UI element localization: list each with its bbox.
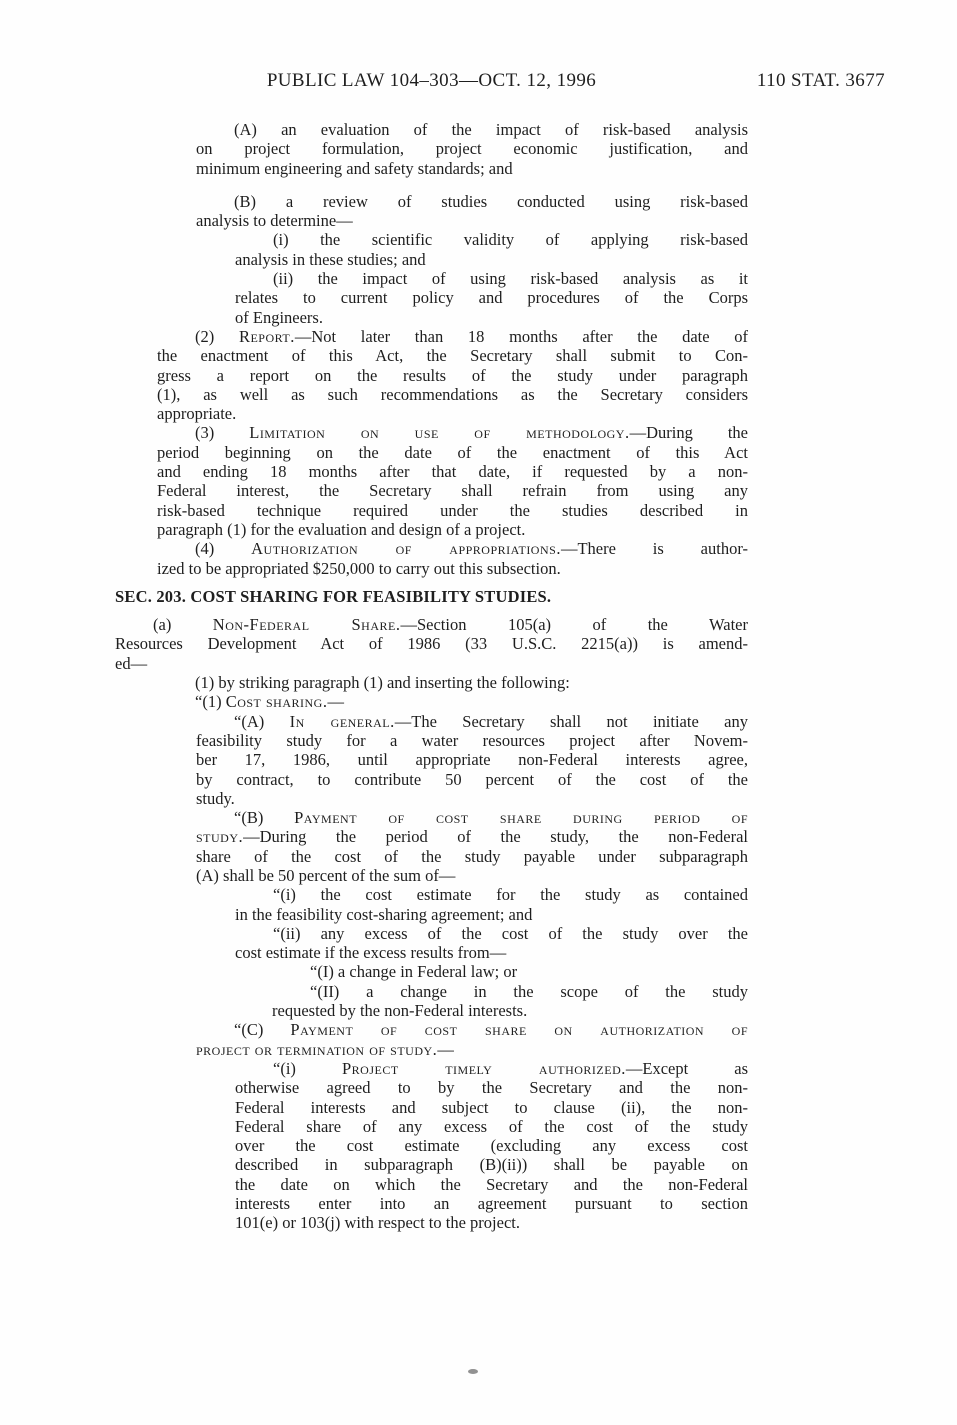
paragraph-4-authorization — [157, 539, 748, 578]
text-line: feasibility study for a water resources project after Novem- — [196, 730, 748, 750]
scan-artifact-dot — [468, 1369, 478, 1374]
text-line: and ending 18 months after that date, if requested by a non- — [157, 462, 748, 482]
text-line: “(I) a change in Federal law; or — [310, 962, 518, 982]
text-line: (B) a review of studies conducted using risk-based — [234, 191, 748, 211]
text-line: SEC. 203. COST SHARING FOR FEASIBILITY STUDIES. — [115, 586, 552, 606]
text-line: “(II) a change in the scope of the study — [310, 981, 748, 1001]
quoted-I-federal-law-change — [272, 962, 748, 981]
text-line: “(i) the cost estimate for the study as contained — [273, 885, 748, 905]
paragraph-A-evaluation — [196, 120, 748, 178]
text-line: cost estimate if the excess results from— — [235, 943, 507, 963]
text-line: requested by the non-Federal interests. — [272, 1001, 528, 1021]
text-line: in the feasibility cost-sharing agreement; and — [235, 904, 533, 924]
text-line: Federal interest, the Secretary shall refrain from using any — [157, 481, 748, 501]
text-line: (2) Report.—Not later than 18 months after the date of — [195, 326, 748, 346]
text-line: risk-based technique required under the studies described in — [157, 500, 748, 520]
item-1-striking-paragraph — [157, 673, 748, 692]
text-line: (3) Limitation on use of methodology.—During the — [195, 423, 748, 443]
text-line: over the cost estimate (excluding any excess cost — [235, 1136, 748, 1156]
quoted-B-payment-during-study — [196, 808, 748, 885]
text-line: appropriate. — [157, 404, 237, 424]
statute-body — [0, 120, 957, 1233]
text-line: “(C) Payment of cost share on authorization of — [234, 1020, 748, 1040]
text-line: “(ii) any excess of the cost of the study over the — [273, 923, 748, 943]
text-line: analysis in these studies; and — [235, 249, 426, 269]
statutes-page-number: 110 STAT. 3677 — [756, 70, 885, 91]
text-line: ber 17, 1986, until appropriate non-Federal interests agree, — [196, 750, 748, 770]
text-line: “(i) Project timely authorized.—Except as — [273, 1058, 748, 1078]
text-line: analysis to determine— — [196, 211, 353, 231]
running-header — [0, 0, 957, 94]
subsection-a-non-federal-share — [115, 615, 748, 673]
text-line: (a) Non-Federal Share.—Section 105(a) of the Water — [153, 615, 748, 635]
text-line: by contract, to contribute 50 percent of the cost of the — [196, 769, 748, 789]
text-line: (i) the scientific validity of applying risk-based — [273, 230, 748, 250]
text-line: the enactment of this Act, the Secretary shall submit to Con- — [157, 346, 748, 366]
text-line: Federal interests and subject to clause (ii), the non- — [235, 1097, 748, 1117]
text-line: share of the cost of the study payable under subparagraph — [196, 846, 748, 866]
quoted-C-i-project-timely-authorized — [235, 1059, 748, 1233]
quoted-II-scope-change — [272, 982, 748, 1021]
text-line: “(B) Payment of cost share during period of — [234, 808, 748, 828]
text-line: otherwise agreed to by the Secretary and the non- — [235, 1078, 748, 1098]
text-line: ed— — [115, 653, 148, 673]
quoted-C-payment-on-authorization — [196, 1020, 748, 1059]
text-line: (1), as well as such recommendations as the Secretary considers — [157, 384, 748, 404]
text-line: Resources Development Act of 1986 (33 U.S.C. 2215(a)) is amend- — [115, 634, 748, 654]
clause-ii-impact — [235, 269, 748, 327]
clause-i-scientific-validity — [235, 230, 748, 269]
paragraph-2-report — [157, 327, 748, 423]
quoted-A-in-general — [196, 712, 748, 808]
text-line: interests enter into an agreement pursuant to section — [235, 1194, 748, 1214]
quoted-B-ii-excess — [235, 924, 748, 963]
text-line: study. — [196, 788, 235, 808]
law-title: PUBLIC LAW 104–303—OCT. 12, 1996 — [266, 70, 597, 91]
text-line: (ii) the impact of using risk-based analysis as it — [273, 269, 748, 289]
text-line: gress a report on the results of the study under paragraph — [157, 365, 748, 385]
paragraph-3-limitation — [157, 423, 748, 539]
text-line: (4) Authorization of appropriations.—There is author- — [195, 539, 749, 559]
text-line: on project formulation, project economic justification, and — [196, 139, 748, 159]
text-line: relates to current policy and procedures of the Corps — [235, 288, 748, 308]
text-line: Federal share of any excess of the cost of the study — [235, 1116, 748, 1136]
text-line: ized to be appropriated $250,000 to carry out this subsection. — [157, 558, 561, 578]
paragraph-B-review — [196, 192, 748, 231]
text-line: period beginning on the date of the enactment of this Act — [157, 442, 748, 462]
text-line: (A) shall be 50 percent of the sum of— — [196, 865, 456, 885]
quoted-1-cost-sharing — [157, 692, 748, 711]
text-line: (A) an evaluation of the impact of risk-based analysis — [234, 120, 748, 139]
quoted-B-i-cost-estimate — [235, 885, 748, 924]
text-line: described in subparagraph (B)(ii)) shall be payable on — [235, 1155, 748, 1175]
text-line: project or termination of study.— — [196, 1039, 454, 1059]
text-line: “(A) In general.—The Secretary shall not initiate any — [234, 711, 748, 731]
text-line: “(1) Cost sharing.— — [195, 692, 344, 712]
text-line: of Engineers. — [235, 307, 323, 327]
text-line: paragraph (1) for the evaluation and design of a project. — [157, 519, 526, 539]
text-line: study.—During the period of the study, the non-Federal — [196, 827, 748, 847]
text-line: the date on which the Secretary and the non-Federal — [235, 1174, 748, 1194]
section-203-heading — [115, 587, 748, 606]
text-line: minimum engineering and safety standards; and — [196, 158, 513, 178]
text-line: 101(e) or 103(j) with respect to the project. — [235, 1213, 520, 1233]
text-line: (1) by striking paragraph (1) and inserting the following: — [195, 673, 570, 693]
